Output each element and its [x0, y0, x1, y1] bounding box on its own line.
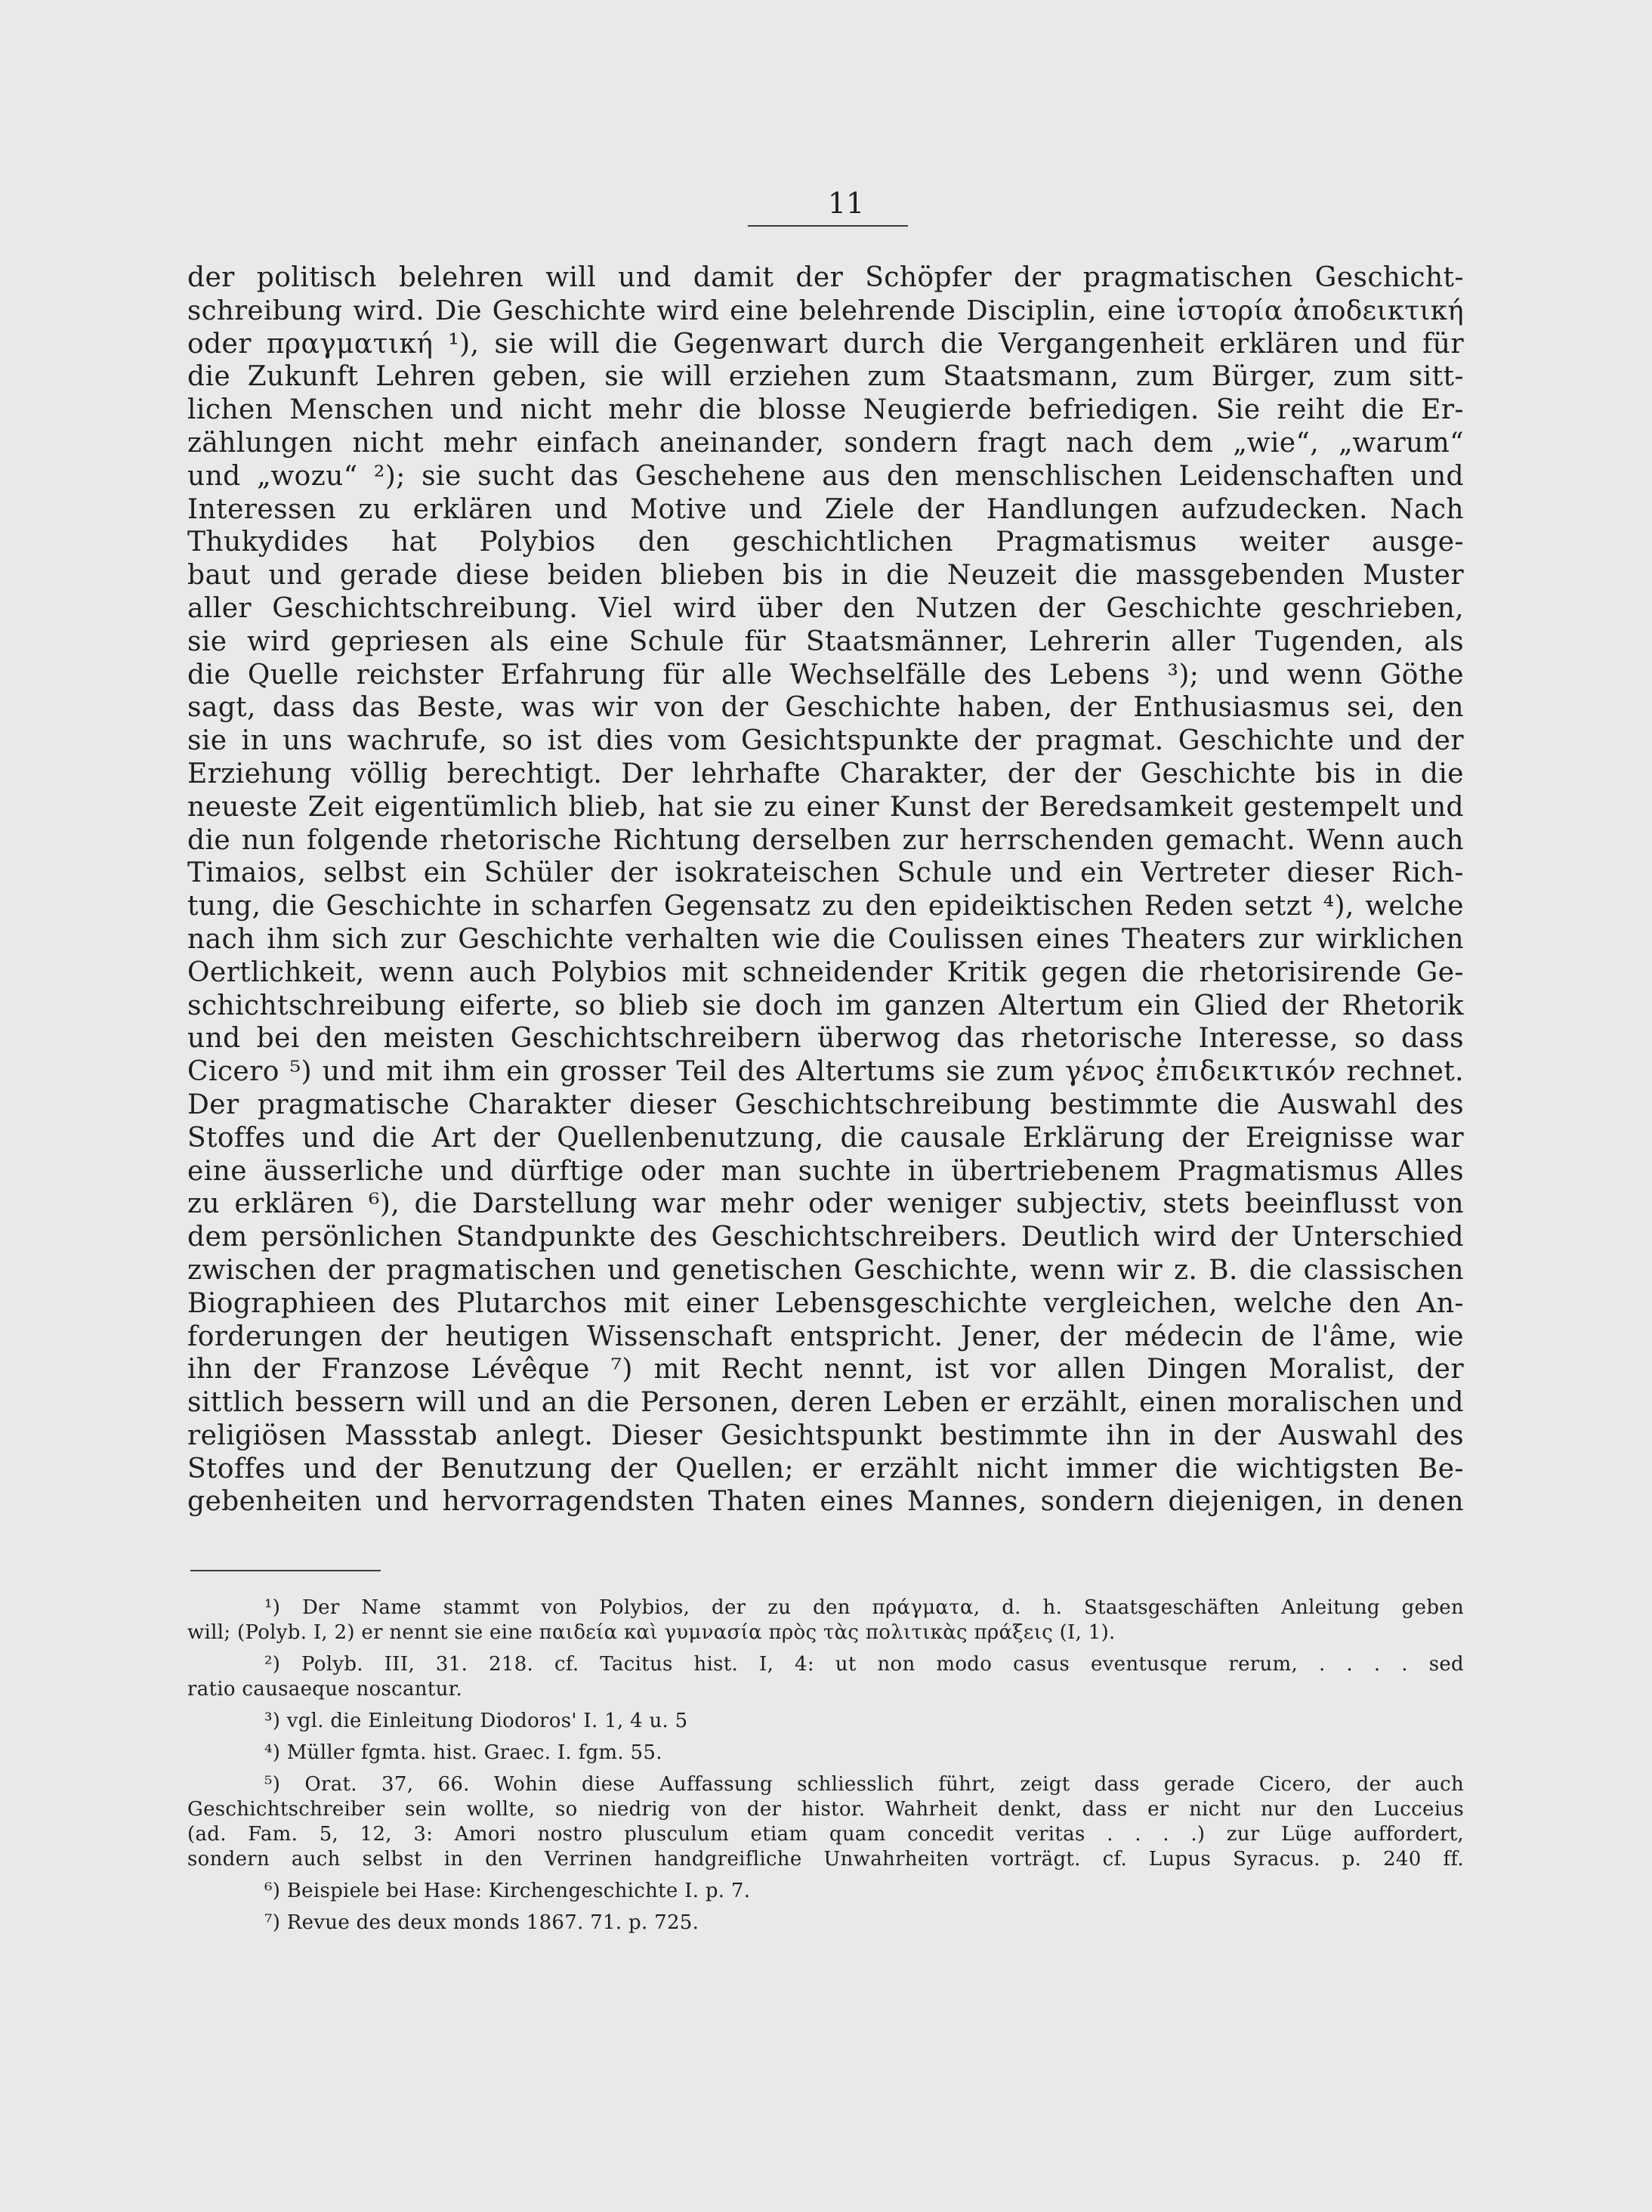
- footnote-line: Geschichtschreiber sein wollte, so niedrig von der histor. Wahrheit denkt, dass er nicht nur den Lucceius: [187, 1798, 1464, 1821]
- body-line: zu erklären ⁶), die Darstellung war mehr oder weniger subjectiv, stets beeinflusst von: [187, 1188, 1464, 1220]
- body-line: sie wird gepriesen als eine Schule für Staatsmänner, Lehrerin aller Tugenden, als: [187, 626, 1464, 657]
- body-line: Cicero ⁵) und mit ihm ein grosser Teil des Altertums sie zum γένος ἐπιδεικτικόν rechnet.: [187, 1056, 1464, 1088]
- body-line: forderungen der heutigen Wissenschaft entspricht. Jener, der médecin de l'âme, wie: [187, 1321, 1464, 1352]
- body-line: zwischen der pragmatischen und genetischen Geschichte, wenn wir z. B. die classischen: [187, 1254, 1464, 1286]
- body-line: tung, die Geschichte in scharfen Gegensatz zu den epideiktischen Reden setzt ⁴), welche: [187, 891, 1464, 922]
- footnote-line: (ad. Fam. 5, 12, 3: Amori nostro plusculum etiam quam concedit veritas . . . .) zur Lüge auffordert,: [187, 1823, 1464, 1846]
- footnote-line: ⁶) Beispiele bei Hase: Kirchengeschichte I. p. 7.: [264, 1880, 751, 1902]
- body-line: neueste Zeit eigentümlich blieb, hat sie zu einer Kunst der Beredsamkeit gestempelt und: [187, 791, 1464, 823]
- body-line: Biographieen des Plutarchos mit einer Lebensgeschichte vergleichen, welche den An-: [187, 1287, 1464, 1319]
- footnote-separator: [190, 1570, 381, 1571]
- body-line: der politisch belehren will und damit der Schöpfer der pragmatischen Geschicht-: [187, 262, 1464, 293]
- body-line: Stoffes und der Benutzung der Quellen; er erzählt nicht immer die wichtigsten Be-: [187, 1453, 1464, 1484]
- body-line: sagt, dass das Beste, was wir von der Geschichte haben, der Enthusiasmus sei, den: [187, 692, 1464, 724]
- page-number: 11: [827, 187, 865, 220]
- body-line: dem persönlichen Standpunkte des Geschichtschreibers. Deutlich wird der Unterschied: [187, 1222, 1464, 1253]
- body-line: religiösen Massstab anlegt. Dieser Gesichtspunkt bestimmte ihn in der Auswahl des: [187, 1420, 1464, 1451]
- footnotes: [187, 1596, 1464, 1936]
- footnote-line: ³) vgl. die Einleitung Diodoros' I. 1, 4 u. 5: [264, 1710, 688, 1732]
- body-text: [187, 261, 1464, 1518]
- body-line: Timaios, selbst ein Schüler der isokrateischen Schule und ein Vertreter dieser Rich-: [187, 857, 1464, 889]
- body-line: aller Geschichtschreibung. Viel wird über den Nutzen der Geschichte geschrieben,: [187, 592, 1464, 624]
- body-line: baut und gerade diese beiden blieben bis in die Neuzeit die massgebenden Muster: [187, 560, 1464, 592]
- footnote-line: ²) Polyb. III, 31. 218. cf. Tacitus hist. I, 4: ut non modo casus eventusque rerum, . . . . sed: [264, 1653, 1464, 1676]
- footnote-line: will; (Polyb. I, 2) er nennt sie eine παιδεία καὶ γυμνασία πρὸς τὰς πολιτικὰς πράξεις (I, 1).: [187, 1621, 1116, 1644]
- body-line: sie in uns wachrufe, so ist dies vom Gesichtspunkte der pragmat. Geschichte und der: [187, 725, 1464, 757]
- body-line: gebenheiten und hervorragendsten Thaten eines Mannes, sondern diejenigen, in denen: [187, 1486, 1464, 1518]
- footnote-line: ¹) Der Name stammt von Polybios, der zu den πράγματα, d. h. Staatsgeschäften Anleitung geben: [264, 1596, 1464, 1619]
- body-line: Interessen zu erklären und Motive und Ziele der Handlungen aufzudecken. Nach: [187, 493, 1464, 525]
- body-line: ihn der Franzose Lévêque ⁷) mit Recht nennt, ist vor allen Dingen Moralist, der: [187, 1354, 1464, 1386]
- body-line: Der pragmatische Charakter dieser Geschichtschreibung bestimmte die Auswahl des: [187, 1089, 1464, 1120]
- footnote-line: sondern auch selbst in den Verrinen handgreifliche Unwahrheiten vorträgt. cf. Lupus Syracus. p. 240 ff.: [187, 1848, 1464, 1871]
- body-line: Oertlichkeit, wenn auch Polybios mit schneidender Kritik gegen die rhetorisirende Ge-: [187, 956, 1464, 988]
- header-rule: [748, 225, 908, 227]
- body-line: Stoffes und die Art der Quellenbenutzung, die causale Erklärung der Ereignisse war: [187, 1122, 1464, 1154]
- body-line: lichen Menschen und nicht mehr die blosse Neugierde befriedigen. Sie reiht die Er-: [187, 394, 1464, 426]
- body-line: schichtschreibung eiferte, so blieb sie doch im ganzen Altertum ein Glied der Rhetorik: [187, 990, 1464, 1021]
- body-line: Erziehung völlig berechtigt. Der lehrhafte Charakter, der der Geschichte bis in die: [187, 758, 1464, 789]
- body-line: Thukydides hat Polybios den geschichtlichen Pragmatismus weiter ausge-: [187, 527, 1464, 558]
- body-line: zählungen nicht mehr einfach aneinander, sondern fragt nach dem „wie“, „warum“: [187, 427, 1464, 459]
- body-line: die Quelle reichster Erfahrung für alle Wechselfälle des Lebens ³); und wenn Göthe: [187, 659, 1464, 690]
- footnote-line: ratio causaeque noscantur.: [187, 1678, 463, 1701]
- footnote-line: ⁵) Orat. 37, 66. Wohin diese Auffassung schliesslich führt, zeigt dass gerade Cicero, der auch: [264, 1773, 1464, 1796]
- body-line: die nun folgende rhetorische Richtung derselben zur herrschenden gemacht. Wenn auch: [187, 824, 1464, 856]
- footnote-line: ⁴) Müller fgmta. hist. Graec. I. fgm. 55.: [264, 1741, 662, 1764]
- footnote-line: ⁷) Revue des deux monds 1867. 71. p. 725.: [264, 1911, 699, 1934]
- body-line: und „wozu“ ²); sie sucht das Geschehene aus den menschlischen Leidenschaften und: [187, 460, 1464, 492]
- body-line: eine äusserliche und dürftige oder man suchte in übertriebenem Pragmatismus Alles: [187, 1155, 1464, 1187]
- body-line: die Zukunft Lehren geben, sie will erziehen zum Staatsmann, zum Bürger, zum sitt-: [187, 361, 1464, 393]
- body-line: sittlich bessern will und an die Personen, deren Leben er erzählt, einen moralischen und: [187, 1387, 1464, 1419]
- body-line: und bei den meisten Geschichtschreibern überwog das rhetorische Interesse, so dass: [187, 1023, 1464, 1055]
- body-line: oder πραγματική ¹), sie will die Gegenwart durch die Vergangenheit erklären und für: [187, 328, 1464, 360]
- body-line: nach ihm sich zur Geschichte verhalten wie die Coulissen eines Theaters zur wirklichen: [187, 923, 1464, 955]
- body-line: schreibung wird. Die Geschichte wird eine belehrende Disciplin, eine ἱστορία ἀποδεικτική: [187, 295, 1464, 326]
